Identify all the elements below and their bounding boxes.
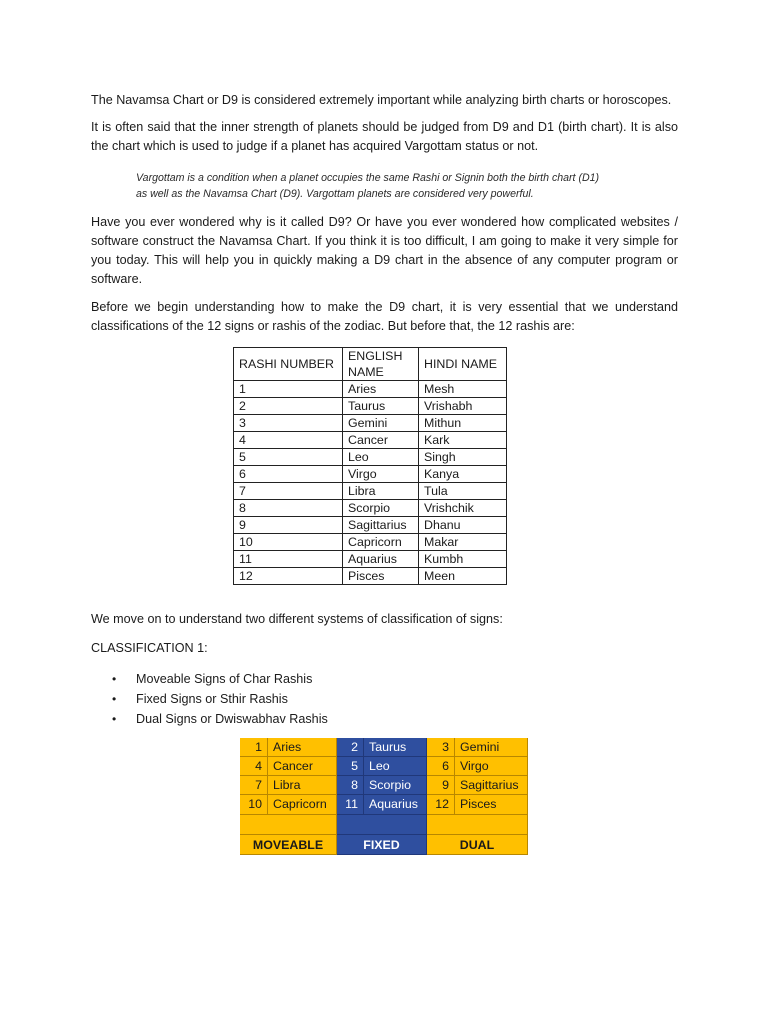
sign-name: Cancer <box>268 757 337 776</box>
sign-name: Virgo <box>455 757 528 776</box>
vargottam-note-line-1: Vargottam is a condition when a planet occupies the same Rashi or Signin both the birth chart (D1) <box>136 172 600 184</box>
bullet-icon: • <box>112 712 117 726</box>
english-name: Aquarius <box>343 551 419 568</box>
rashi-number: 11 <box>234 551 343 568</box>
sign-number: 6 <box>427 757 455 776</box>
list-item <box>112 689 328 709</box>
english-name: Libra <box>343 483 419 500</box>
table-row <box>234 517 507 534</box>
table-row <box>234 449 507 466</box>
sign-number: 4 <box>240 757 268 776</box>
sign-name: Aquarius <box>364 795 427 815</box>
sign-number: 11 <box>337 795 364 815</box>
sign-name: Capricorn <box>268 795 337 815</box>
english-name: Taurus <box>343 398 419 415</box>
rashi-number: 3 <box>234 415 343 432</box>
sign-number: 12 <box>427 795 455 815</box>
empty-dual-cell <box>427 815 528 835</box>
sign-number: 1 <box>240 738 268 757</box>
empty-fixed-cell <box>337 815 427 835</box>
english-name: Scorpio <box>343 500 419 517</box>
rashi-number: 5 <box>234 449 343 466</box>
english-name: Virgo <box>343 466 419 483</box>
rashi-number: 6 <box>234 466 343 483</box>
sign-name: Taurus <box>364 738 427 757</box>
hindi-name: Makar <box>419 534 507 551</box>
table-row <box>234 415 507 432</box>
hindi-name: Mithun <box>419 415 507 432</box>
english-name: Sagittarius <box>343 517 419 534</box>
hindi-name: Vrishchik <box>419 500 507 517</box>
list-item-text: Fixed Signs or Sthir Rashis <box>136 692 288 706</box>
dual-label: DUAL <box>427 835 528 855</box>
sign-name: Pisces <box>455 795 528 815</box>
classification-systems-paragraph: We move on to understand two different systems of classification of signs: <box>91 612 503 626</box>
sign-name: Scorpio <box>364 776 427 795</box>
table-header-row <box>234 348 507 381</box>
header-rashi-number: RASHI NUMBER <box>234 348 343 381</box>
header-hindi-name: HINDI NAME <box>419 348 507 381</box>
sign-name: Leo <box>364 757 427 776</box>
moveable-label: MOVEABLE <box>240 835 337 855</box>
intro-paragraph: The Navamsa Chart or D9 is considered extremely important while analyzing birth charts or horoscopes. <box>91 93 672 107</box>
sign-number: 10 <box>240 795 268 815</box>
english-name: Gemini <box>343 415 419 432</box>
classification-intro-paragraph: Before we begin understanding how to make the D9 chart, it is very essential that we understand classifications of the 12 signs or rashis of the zodiac. But before that, the 12 rashis are: <box>91 300 678 333</box>
rashi-number: 2 <box>234 398 343 415</box>
table-row <box>234 466 507 483</box>
hindi-name: Kumbh <box>419 551 507 568</box>
english-name: Pisces <box>343 568 419 585</box>
hindi-name: Meen <box>419 568 507 585</box>
sign-number: 2 <box>337 738 364 757</box>
hindi-name: Mesh <box>419 381 507 398</box>
list-item-text: Moveable Signs of Char Rashis <box>136 672 313 686</box>
english-name: Capricorn <box>343 534 419 551</box>
sign-number: 9 <box>427 776 455 795</box>
empty-moveable-cell <box>240 815 337 835</box>
sign-number: 5 <box>337 757 364 776</box>
hindi-name: Singh <box>419 449 507 466</box>
table-row <box>234 568 507 585</box>
header-english-name: ENGLISH NAME <box>343 348 419 381</box>
sign-number: 7 <box>240 776 268 795</box>
classification-1-heading: CLASSIFICATION 1: <box>91 641 208 655</box>
table-row <box>234 381 507 398</box>
hindi-name: Tula <box>419 483 507 500</box>
bullet-icon: • <box>112 692 117 706</box>
classification-grid <box>240 738 528 855</box>
english-name: Aries <box>343 381 419 398</box>
sign-name: Gemini <box>455 738 528 757</box>
hindi-name: Vrishabh <box>419 398 507 415</box>
rashi-number: 8 <box>234 500 343 517</box>
sign-number: 8 <box>337 776 364 795</box>
sign-number: 3 <box>427 738 455 757</box>
sign-type-list <box>112 669 328 729</box>
table-row <box>234 500 507 517</box>
table-row <box>234 483 507 500</box>
table-row <box>234 551 507 568</box>
rashi-number: 10 <box>234 534 343 551</box>
sign-name: Sagittarius <box>455 776 528 795</box>
rashi-number: 1 <box>234 381 343 398</box>
english-name: Cancer <box>343 432 419 449</box>
hindi-name: Kanya <box>419 466 507 483</box>
table-row <box>234 432 507 449</box>
rashi-number: 12 <box>234 568 343 585</box>
bullet-icon: • <box>112 672 117 686</box>
sign-name: Libra <box>268 776 337 795</box>
rashi-number: 7 <box>234 483 343 500</box>
hindi-name: Kark <box>419 432 507 449</box>
english-name: Leo <box>343 449 419 466</box>
table-row <box>234 534 507 551</box>
list-item <box>112 709 328 729</box>
d9-question-paragraph: Have you ever wondered why is it called D9? Or have you ever wondered how complicated websites / software construct the Navamsa Chart. If you think it is too difficult, I am going to make it very simple for you today. This will help you in quickly making a D9 chart in the absence of any computer program or software. <box>91 215 678 286</box>
hindi-name: Dhanu <box>419 517 507 534</box>
sign-name: Aries <box>268 738 337 757</box>
fixed-label: FIXED <box>337 835 427 855</box>
table-row <box>234 398 507 415</box>
list-item-text: Dual Signs or Dwiswabhav Rashis <box>136 712 328 726</box>
rashi-number: 9 <box>234 517 343 534</box>
strength-paragraph: It is often said that the inner strength of planets should be judged from D9 and D1 (birth chart). It is also the chart which is used to judge if a planet has acquired Vargottam status or not. <box>91 120 678 153</box>
vargottam-note-line-2: as well as the Navamsa Chart (D9). Vargottam planets are considered very powerful. <box>136 188 534 200</box>
rashi-table <box>233 347 507 585</box>
rashi-number: 4 <box>234 432 343 449</box>
list-item <box>112 669 328 689</box>
